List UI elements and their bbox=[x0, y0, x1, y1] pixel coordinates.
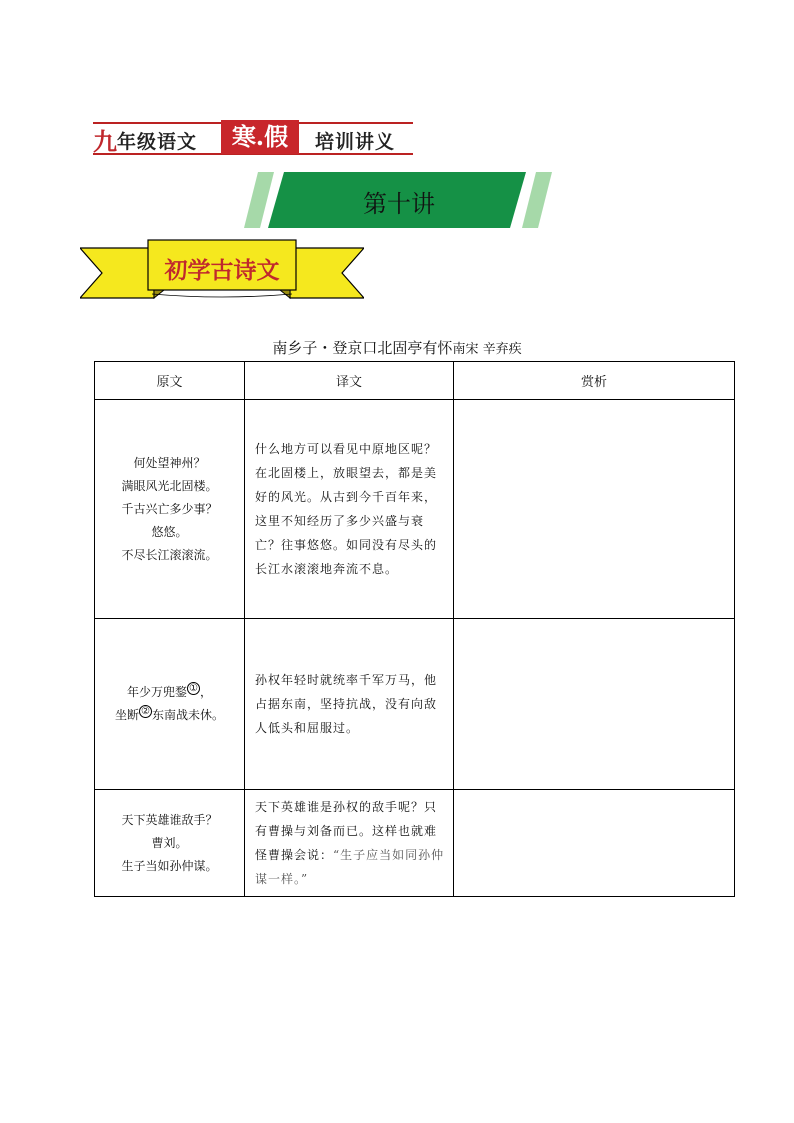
poem-caption bbox=[0, 337, 794, 358]
original-cell bbox=[95, 790, 245, 897]
verse-line: 坐断 ② 东南战未休。 bbox=[114, 706, 225, 722]
table-row bbox=[95, 790, 735, 897]
table-row bbox=[95, 400, 735, 619]
verse-line: 何处望神州？ bbox=[133, 455, 206, 470]
translation-cell: 天下英雄谁是孙权的敌手呢？只有曹操与刘备而已。这样也就难怪曹操会说：“生子应当如同孙仲谋一样。” bbox=[245, 790, 454, 897]
grade-number: 九 bbox=[93, 128, 117, 156]
training-notes-label: 培训讲义 bbox=[315, 131, 396, 153]
verse-line: 满眼风光北固楼。 bbox=[121, 478, 218, 493]
footnote-marker: ② bbox=[139, 705, 152, 718]
verse-line: 千古兴亡多少事？ bbox=[121, 501, 218, 516]
header-translation: 译文 bbox=[245, 362, 454, 400]
analysis-cell[interactable] bbox=[454, 619, 735, 790]
translation-quote: “生子应当如同孙仲谋一样。” bbox=[255, 848, 445, 886]
winter-break-badge: 寒.假 bbox=[221, 120, 299, 154]
verse-line: 不尽长江滚滚流。 bbox=[121, 547, 218, 562]
table-header-row bbox=[95, 362, 735, 400]
analysis-cell[interactable] bbox=[454, 400, 735, 619]
section-title: 初学古诗文 bbox=[164, 258, 280, 284]
analysis-cell[interactable] bbox=[454, 790, 735, 897]
header-analysis: 赏析 bbox=[454, 362, 735, 400]
poem-table bbox=[94, 361, 735, 897]
verse-line: 年少万兜鍪 ① ， bbox=[126, 683, 213, 699]
section-ribbon bbox=[80, 236, 364, 302]
translation-cell: 什么地方可以看见中原地区呢？在北固楼上，放眼望去，都是美好的风光。从古到今千百年来，这里不知经历了多少兴盛与衰亡？往事悠悠。如同没有尽头的长江水滚滚地奔流不息。 bbox=[245, 400, 454, 619]
verse-line: 曹刘。 bbox=[151, 835, 188, 850]
header-original: 原文 bbox=[95, 362, 245, 400]
lecture-banner bbox=[244, 172, 554, 228]
poem-title: 南乡子・登京口北固亭有怀 bbox=[272, 339, 453, 357]
original-cell bbox=[95, 619, 245, 790]
verse-line: 天下英雄谁敌手？ bbox=[121, 812, 218, 827]
table-row bbox=[95, 619, 735, 790]
verse-line: 悠悠。 bbox=[151, 524, 188, 539]
grade-subject: 年级语文 bbox=[117, 131, 198, 153]
original-cell bbox=[95, 400, 245, 619]
lecture-header bbox=[93, 120, 413, 156]
verse-line: 生子当如孙仲谋。 bbox=[121, 858, 218, 873]
lecture-title: 第十讲 bbox=[363, 190, 435, 218]
poem-author: 南宋 辛弃疾 bbox=[452, 342, 522, 357]
footnote-marker: ① bbox=[187, 682, 200, 695]
translation-cell: 孙权年轻时就统率千军万马，他占据东南，坚持抗战，没有向敌人低头和屈服过。 bbox=[245, 619, 454, 790]
